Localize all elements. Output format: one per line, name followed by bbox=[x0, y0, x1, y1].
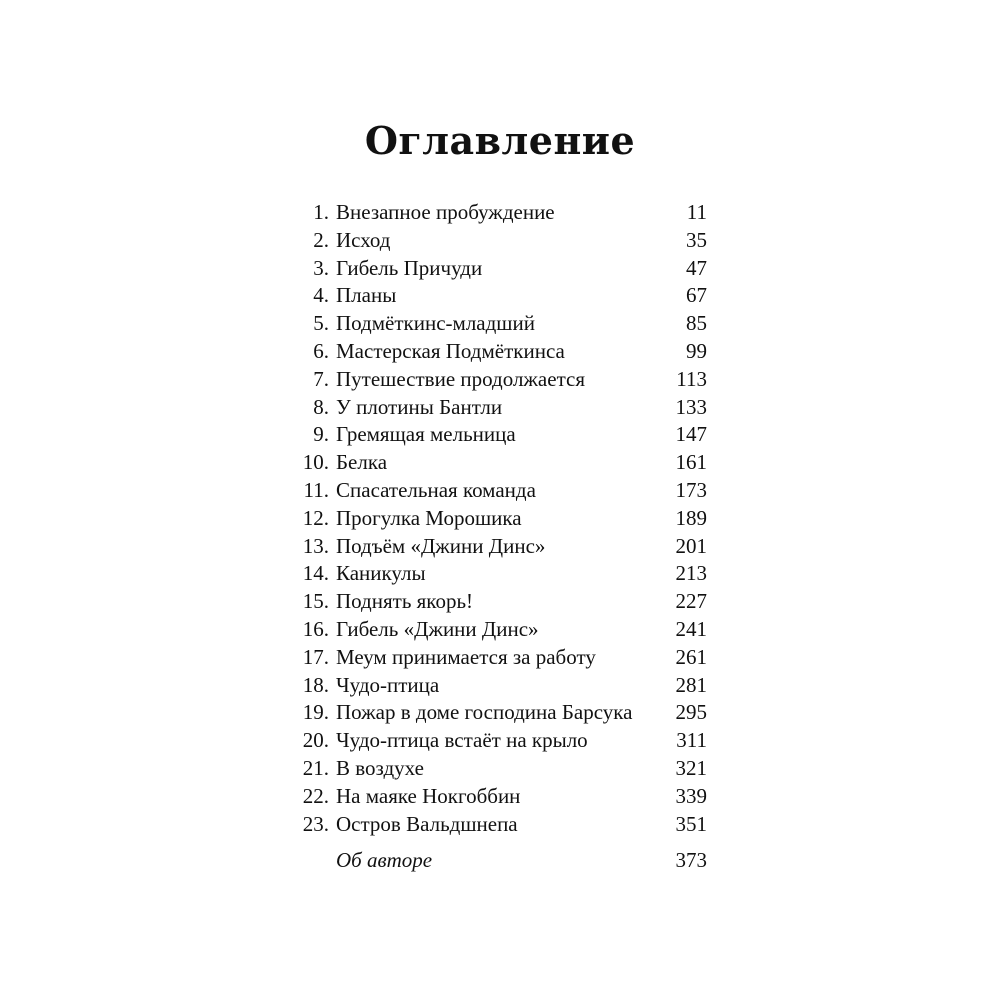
chapter-number: 21. bbox=[302, 755, 329, 780]
chapter-page: 351 bbox=[675, 811, 707, 836]
chapter-title: Чудо-птица bbox=[336, 672, 440, 697]
chapter-title: Гремящая мельница bbox=[336, 422, 516, 447]
chapter-title: Внезапное пробуждение bbox=[336, 200, 555, 224]
chapter-page: 173 bbox=[675, 477, 707, 502]
chapter-number: 13. bbox=[302, 533, 329, 558]
chapter-page: 35 bbox=[686, 227, 707, 252]
chapter-title: Путешествие продолжается bbox=[336, 366, 585, 391]
chapter-number: 3. bbox=[313, 255, 329, 280]
chapter-title: Мастерская Подмёткинса bbox=[336, 338, 565, 363]
toc-entry bbox=[295, 227, 707, 255]
toc-entry bbox=[295, 588, 707, 616]
chapter-number: 22. bbox=[302, 783, 329, 808]
chapter-page: 241 bbox=[675, 616, 707, 641]
toc-entry bbox=[295, 727, 707, 755]
chapter-title: Гибель Причуди bbox=[336, 255, 483, 280]
chapter-title: Пожар в доме господина Барсука bbox=[336, 700, 633, 725]
about-author-page: 373 bbox=[675, 848, 707, 873]
chapter-title: В воздухе bbox=[336, 755, 424, 780]
chapter-number: 9. bbox=[313, 422, 329, 447]
chapter-title: Каникулы bbox=[336, 561, 426, 586]
toc-entry bbox=[295, 338, 707, 366]
toc-entry bbox=[295, 811, 707, 839]
toc-entry bbox=[295, 755, 707, 783]
chapter-number: 4. bbox=[313, 283, 329, 308]
page-title: Оглавление bbox=[364, 118, 636, 163]
chapter-page: 47 bbox=[686, 255, 707, 280]
chapter-number: 10. bbox=[302, 450, 329, 475]
chapter-number: 6. bbox=[313, 338, 329, 363]
chapter-page: 113 bbox=[676, 366, 707, 391]
chapter-number: 17. bbox=[302, 644, 329, 669]
chapter-page: 261 bbox=[675, 644, 707, 669]
chapter-number: 1. bbox=[313, 200, 329, 224]
chapter-page: 99 bbox=[686, 338, 707, 363]
toc-entry bbox=[295, 644, 707, 672]
chapter-page: 311 bbox=[676, 728, 707, 753]
chapter-title: Белка bbox=[336, 450, 388, 475]
toc-entry-about-author bbox=[295, 847, 707, 875]
chapter-title: Подмёткинс-младший bbox=[336, 311, 535, 336]
chapter-title: Исход bbox=[336, 227, 391, 252]
toc-entry bbox=[295, 477, 707, 505]
toc-entry bbox=[295, 421, 707, 449]
chapter-page: 295 bbox=[675, 700, 707, 725]
chapter-page: 67 bbox=[686, 283, 707, 308]
toc-entry bbox=[295, 533, 707, 561]
toc-entry bbox=[295, 616, 707, 644]
chapter-number: 5. bbox=[313, 311, 329, 336]
toc-entry bbox=[295, 699, 707, 727]
chapter-page: 189 bbox=[675, 505, 707, 530]
chapter-number: 20. bbox=[302, 728, 329, 753]
toc-entry bbox=[295, 505, 707, 533]
chapter-page: 201 bbox=[675, 533, 707, 558]
toc-entry bbox=[295, 672, 707, 700]
toc-entry bbox=[295, 282, 707, 310]
chapter-number: 16. bbox=[302, 616, 329, 641]
chapter-title: Остров Вальдшнепа bbox=[336, 811, 518, 836]
chapter-title: Подъём «Джини Динс» bbox=[336, 533, 546, 558]
toc-entry bbox=[295, 199, 707, 227]
toc-entry bbox=[295, 449, 707, 477]
chapter-page: 11 bbox=[686, 200, 707, 224]
chapter-number: 11. bbox=[303, 477, 329, 502]
chapter-page: 133 bbox=[675, 394, 707, 419]
chapter-number: 7. bbox=[313, 366, 329, 391]
chapter-page: 227 bbox=[675, 589, 707, 614]
toc-entry bbox=[295, 394, 707, 422]
chapter-title: Прогулка Морошика bbox=[336, 505, 522, 530]
chapter-title: Планы bbox=[336, 283, 397, 308]
chapter-title: Меум принимается за работу bbox=[336, 644, 596, 669]
toc-entry bbox=[295, 366, 707, 394]
chapter-number: 14. bbox=[302, 561, 329, 586]
chapter-page: 85 bbox=[686, 311, 707, 336]
chapter-number: 23. bbox=[302, 811, 329, 836]
chapter-number: 18. bbox=[302, 672, 329, 697]
chapter-number: 2. bbox=[313, 227, 329, 252]
chapter-page: 147 bbox=[675, 422, 707, 447]
toc-entry bbox=[295, 560, 707, 588]
chapter-title: Поднять якорь! bbox=[336, 589, 474, 614]
table-of-contents bbox=[295, 199, 707, 875]
chapter-number: 19. bbox=[302, 700, 329, 725]
chapter-page: 213 bbox=[675, 561, 707, 586]
about-author-title: Об авторе bbox=[336, 848, 433, 873]
chapter-number: 12. bbox=[302, 505, 329, 530]
chapter-title: Спасательная команда bbox=[336, 477, 536, 502]
chapter-page: 339 bbox=[675, 783, 707, 808]
chapter-page: 321 bbox=[675, 755, 707, 780]
chapter-page: 281 bbox=[675, 672, 707, 697]
toc-entry bbox=[295, 783, 707, 811]
chapter-page: 161 bbox=[675, 450, 707, 475]
chapter-number: 15. bbox=[302, 589, 329, 614]
toc-entry bbox=[295, 310, 707, 338]
chapter-number: 8. bbox=[313, 394, 329, 419]
chapter-title: Чудо-птица встаёт на крыло bbox=[336, 728, 588, 753]
chapter-title: Гибель «Джини Динс» bbox=[336, 616, 539, 641]
chapter-title: На маяке Нокгоббин bbox=[336, 783, 521, 808]
toc-entry bbox=[295, 255, 707, 283]
chapter-title: У плотины Бантли bbox=[336, 394, 503, 419]
